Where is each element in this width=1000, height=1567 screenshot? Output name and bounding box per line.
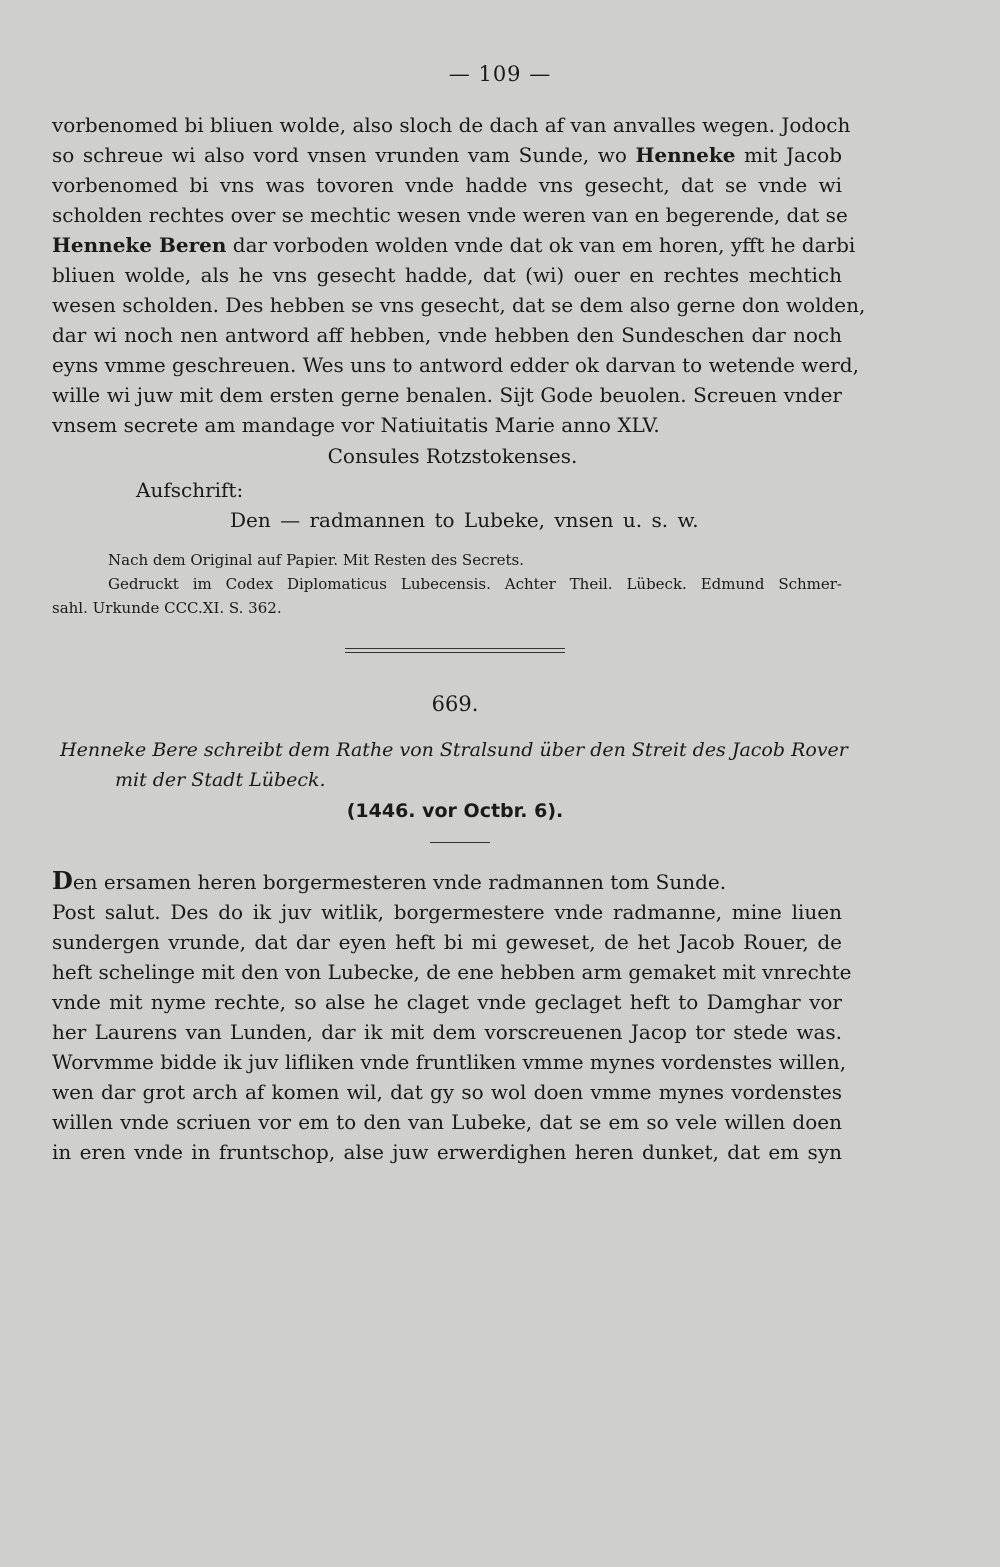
text-line: willen vnde scriuen vor em to den van Lubeke, dat se em so vele willen doen [52, 1110, 842, 1134]
letter-body [52, 866, 852, 1167]
text-line: Henneke Beren dar vorboden wolden vnde dat ok van em horen, yfft he darbi [52, 233, 856, 257]
text-line: in eren vnde in fruntschop, alse juw erwerdighen heren dunket, dat em syn [52, 1140, 842, 1164]
aufschrift-label: Aufschrift: [136, 478, 244, 502]
title-line: mit der Stadt Lübeck. [115, 769, 326, 791]
drop-cap: D [52, 866, 73, 895]
signature: Consules Rotzstokenses. [327, 444, 578, 468]
text-line: eyns vmme geschreuen. Wes uns to antword edder ok darvan to wetende werd, [52, 353, 859, 377]
letter-text [52, 110, 866, 440]
divider-rule [345, 648, 565, 649]
text-line: her Laurens van Lunden, dar ik mit dem vorscreuenen Jacop tor stede was. [52, 1020, 842, 1044]
text-line: heft schelinge mit den von Lubecke, de ene hebben arm gemaket mit vnrechte [52, 960, 852, 984]
note-line: sahl. Urkunde CCC.XI. S. 362. [52, 599, 282, 617]
text-line: wen dar grot arch af komen wil, dat gy so wol doen vmme mynes vordenstes [52, 1080, 842, 1104]
title-line: Henneke Bere schreibt dem Rathe von Stralsund über den Streit des Jacob Rover [60, 739, 848, 761]
document-date: (1446. vor Octbr. 6). [346, 800, 564, 822]
source-notes [52, 548, 842, 620]
name-henneke: Henneke [635, 143, 736, 167]
page-number: — 109 — [448, 62, 552, 86]
text-line: vnsem secrete am mandage vor Natiuitatis Marie anno XLV. [52, 413, 660, 437]
text-line: vorbenomed bi vns was tovoren vnde hadde vns gesecht, dat se vnde wi [52, 173, 842, 197]
text-line: wille wi juw mit dem ersten gerne benalen. Sijt Gode beuolen. Screuen vnder [52, 383, 842, 407]
text-line: scholden rechtes over se mechtic wesen vnde weren van en begerende, dat se [52, 203, 848, 227]
text-line: Post salut. Des do ik juv witlik, borgermestere vnde radmanne, mine liuen [52, 900, 842, 924]
divider-rule [345, 652, 565, 653]
text-line: sundergen vrunde, dat dar eyen heft bi mi geweset, de het Jacob Rouer, de [52, 930, 842, 954]
note-line: Nach dem Original auf Papier. Mit Resten des Secrets. [108, 551, 525, 569]
text-line: wesen scholden. Des hebben se vns gesecht, dat se dem also gerne don wolden, [52, 293, 866, 317]
text-line: bliuen wolde, als he vns gesecht hadde, dat (wi) ouer en rechtes mechtich [52, 263, 842, 287]
text-line: Worvmme bidde ik juv lifliken vnde fruntliken vmme mynes vordenstes willen, [52, 1050, 847, 1074]
document-title [60, 735, 848, 795]
text-line: dar wi noch nen antword aff hebben, vnde hebben den Sundeschen dar noch [52, 323, 842, 347]
text-line: vorbenomed bi bliuen wolde, also sloch de dach af van anvalles wegen. Jodoch [52, 113, 851, 137]
document-number: 669. [431, 692, 479, 716]
short-divider [430, 842, 490, 843]
text-line: vnde mit nyme rechte, so alse he claget vnde geclaget heft to Damghar vor [52, 990, 842, 1014]
text-line: so schreue wi also vord vnsen vrunden vam Sunde, wo Henneke mit Jacob [52, 143, 843, 167]
aufschrift-text: Den — radmannen to Lubeke, vnsen u. s. w. [230, 508, 699, 532]
name-henneke-beren: Henneke Beren [52, 233, 227, 257]
note-line: Gedruckt im Codex Diplomaticus Lubecensis. Achter Theil. Lübeck. Edmund Schmer- [108, 575, 842, 593]
text-line: Den ersamen heren borgermesteren vnde radmannen tom Sunde. [52, 866, 727, 895]
